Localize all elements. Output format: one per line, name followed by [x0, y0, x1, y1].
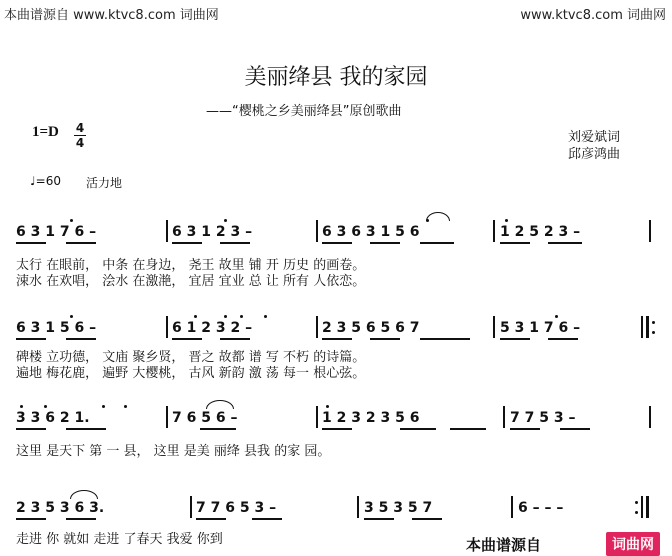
- row3-measure2: 7 6 5 6 –: [172, 410, 238, 426]
- row1-measure3: 6 3 6 3 1 5 6: [322, 224, 420, 240]
- row2-beam: [322, 338, 352, 340]
- row1-beam: [66, 242, 96, 244]
- row3-measure4: 7 7 5 3 –: [510, 410, 576, 426]
- row3-beam: [16, 428, 46, 430]
- row2-lyrics-verse1: 碑楼 立功德， 文庙 聚乡贤， 晋之 故都 谱 写 不朽 的诗篇。: [16, 350, 366, 365]
- time-signature-bottom: 4: [75, 136, 85, 150]
- row2-high-dot: [264, 315, 267, 318]
- row1-beam: [220, 242, 250, 244]
- composer: 邱彦鸿曲: [568, 147, 621, 162]
- row3-beam: [450, 428, 486, 430]
- row3-beam: [200, 428, 236, 430]
- row1-high-dot: [224, 219, 227, 222]
- row2-beam: [420, 338, 470, 340]
- time-signature: [74, 122, 86, 149]
- row4-barline: [511, 496, 513, 518]
- time-signature-top: 4: [75, 121, 85, 135]
- song-title: 美丽绛县 我的家园: [244, 65, 428, 90]
- row3-slur: [206, 400, 234, 409]
- row2-repeat-barline: [646, 316, 649, 338]
- row3-measure1: 3 3 6 2 1.: [16, 410, 90, 426]
- row1-barline: [166, 220, 168, 242]
- row2-beam: [548, 338, 578, 340]
- row2-high-dot: [240, 315, 243, 318]
- row4-slur: [70, 490, 98, 499]
- row2-beam: [66, 338, 96, 340]
- row4-measure2: 7 7 6 5 3 –: [196, 500, 277, 516]
- row3-high-dot: [20, 405, 23, 408]
- row4-beam: [252, 518, 282, 520]
- row2-repeat-dot: [652, 331, 655, 334]
- row3-beam: [560, 428, 590, 430]
- row1-measure1: 6 3 1 7 6 –: [16, 224, 97, 240]
- row4-lyrics: 走进 你 就如 走进 了春天 我爱 你到: [16, 532, 223, 547]
- row2-high-dot: [70, 315, 73, 318]
- row1-lyrics-verse1: 太行 在眼前， 中条 在身边， 尧王 故里 铺 开 历史 的画卷。: [16, 258, 366, 273]
- row4-barline: [190, 496, 192, 518]
- row1-barline: [316, 220, 318, 242]
- row1-beam: [548, 242, 582, 244]
- row3-barline: [166, 406, 168, 428]
- row2-beam: [172, 338, 202, 340]
- row2-repeat-dot: [652, 321, 655, 324]
- row2-measure1: 6 3 1 5 6 –: [16, 320, 97, 336]
- row4-repeat-barline: [646, 496, 649, 518]
- row3-beam: [400, 428, 436, 430]
- row2-high-dot: [555, 315, 558, 318]
- row2-measure3: 2 3 5 6 5 6 7: [322, 320, 420, 336]
- row3-beam: [322, 428, 352, 430]
- row1-beam: [322, 242, 352, 244]
- row4-measure3: 3 5 3 5 7: [364, 500, 433, 516]
- row1-beam: [420, 242, 454, 244]
- row1-lyrics-verse2: 涑水 在欢唱， 浍水 在激滟， 宜居 宜业 总 让 所有 人依恋。: [16, 274, 366, 289]
- row2-measure4: 5 3 1 7 6 –: [500, 320, 581, 336]
- row3-lyrics: 这里 是天下 第 一 县， 这里 是美 丽绛 县我 的家 园。: [16, 444, 331, 459]
- row3-barline: [649, 406, 651, 428]
- row3-barline: [503, 406, 505, 428]
- row1-high-dot: [505, 219, 508, 222]
- row1-barline: [649, 220, 651, 242]
- row3-high-dot: [124, 405, 127, 408]
- row2-measure2: 6 1 2 3 2 –: [172, 320, 253, 336]
- row2-barline: [166, 316, 168, 338]
- row3-beam: [510, 428, 540, 430]
- watermark-logo-right: 词曲网: [606, 532, 660, 556]
- row4-beam: [66, 518, 96, 520]
- row4-barline: [357, 496, 359, 518]
- row1-barline: [493, 220, 495, 242]
- tempo-mark: ♩=60: [30, 174, 61, 188]
- row2-barline: [493, 316, 495, 338]
- row4-beam: [16, 518, 46, 520]
- watermark-top-left: 本曲谱源自 www.ktvc8.com 词曲网: [4, 8, 219, 23]
- row1-beam: [500, 242, 530, 244]
- row2-beam: [500, 338, 530, 340]
- row1-high-dot: [70, 219, 73, 222]
- row3-beam: [66, 428, 106, 430]
- row1-beam: [370, 242, 400, 244]
- row4-beam: [364, 518, 394, 520]
- row4-repeat-dot: [635, 501, 638, 504]
- row3-measure3: 1 2 3 2 3 5 6: [322, 410, 420, 426]
- row2-barline: [316, 316, 318, 338]
- watermark-top-right: www.ktvc8.com 词曲网: [520, 8, 666, 23]
- row1-measure2: 6 3 1 2 3 –: [172, 224, 253, 240]
- row2-lyrics-verse2: 遍地 梅花鹿， 遍野 大樱桃， 古风 新韵 激 荡 每一 根心弦。: [16, 366, 366, 381]
- row4-measure1: 2 3 5 3 6 3.: [16, 500, 105, 516]
- row1-beam: [16, 242, 46, 244]
- song-subtitle: ——“樱桃之乡美丽绛县”原创歌曲: [206, 104, 402, 119]
- tempo-expression: 活力地: [86, 176, 123, 190]
- key-signature: 1=D: [32, 124, 59, 140]
- row3-high-dot: [44, 405, 47, 408]
- row3-barline: [316, 406, 318, 428]
- row1-measure4: 1 2 5 2 3 –: [500, 224, 581, 240]
- row4-beam: [412, 518, 442, 520]
- row3-high-dot: [102, 405, 105, 408]
- row2-high-dot: [224, 315, 227, 318]
- row4-repeat-barline: [641, 496, 643, 518]
- row2-high-dot: [194, 315, 197, 318]
- row2-beam: [370, 338, 400, 340]
- row1-slur: [426, 212, 450, 221]
- row4-beam: [196, 518, 226, 520]
- row4-measure4: 6 – – –: [518, 500, 564, 516]
- row4-repeat-dot: [635, 511, 638, 514]
- watermark-logo-bottom: 本曲谱源自: [466, 536, 542, 554]
- row1-beam: [172, 242, 202, 244]
- row2-beam: [220, 338, 250, 340]
- row2-beam: [16, 338, 46, 340]
- row3-high-dot: [326, 405, 329, 408]
- lyricist: 刘爱斌词: [568, 130, 621, 145]
- row2-repeat-barline: [641, 316, 643, 338]
